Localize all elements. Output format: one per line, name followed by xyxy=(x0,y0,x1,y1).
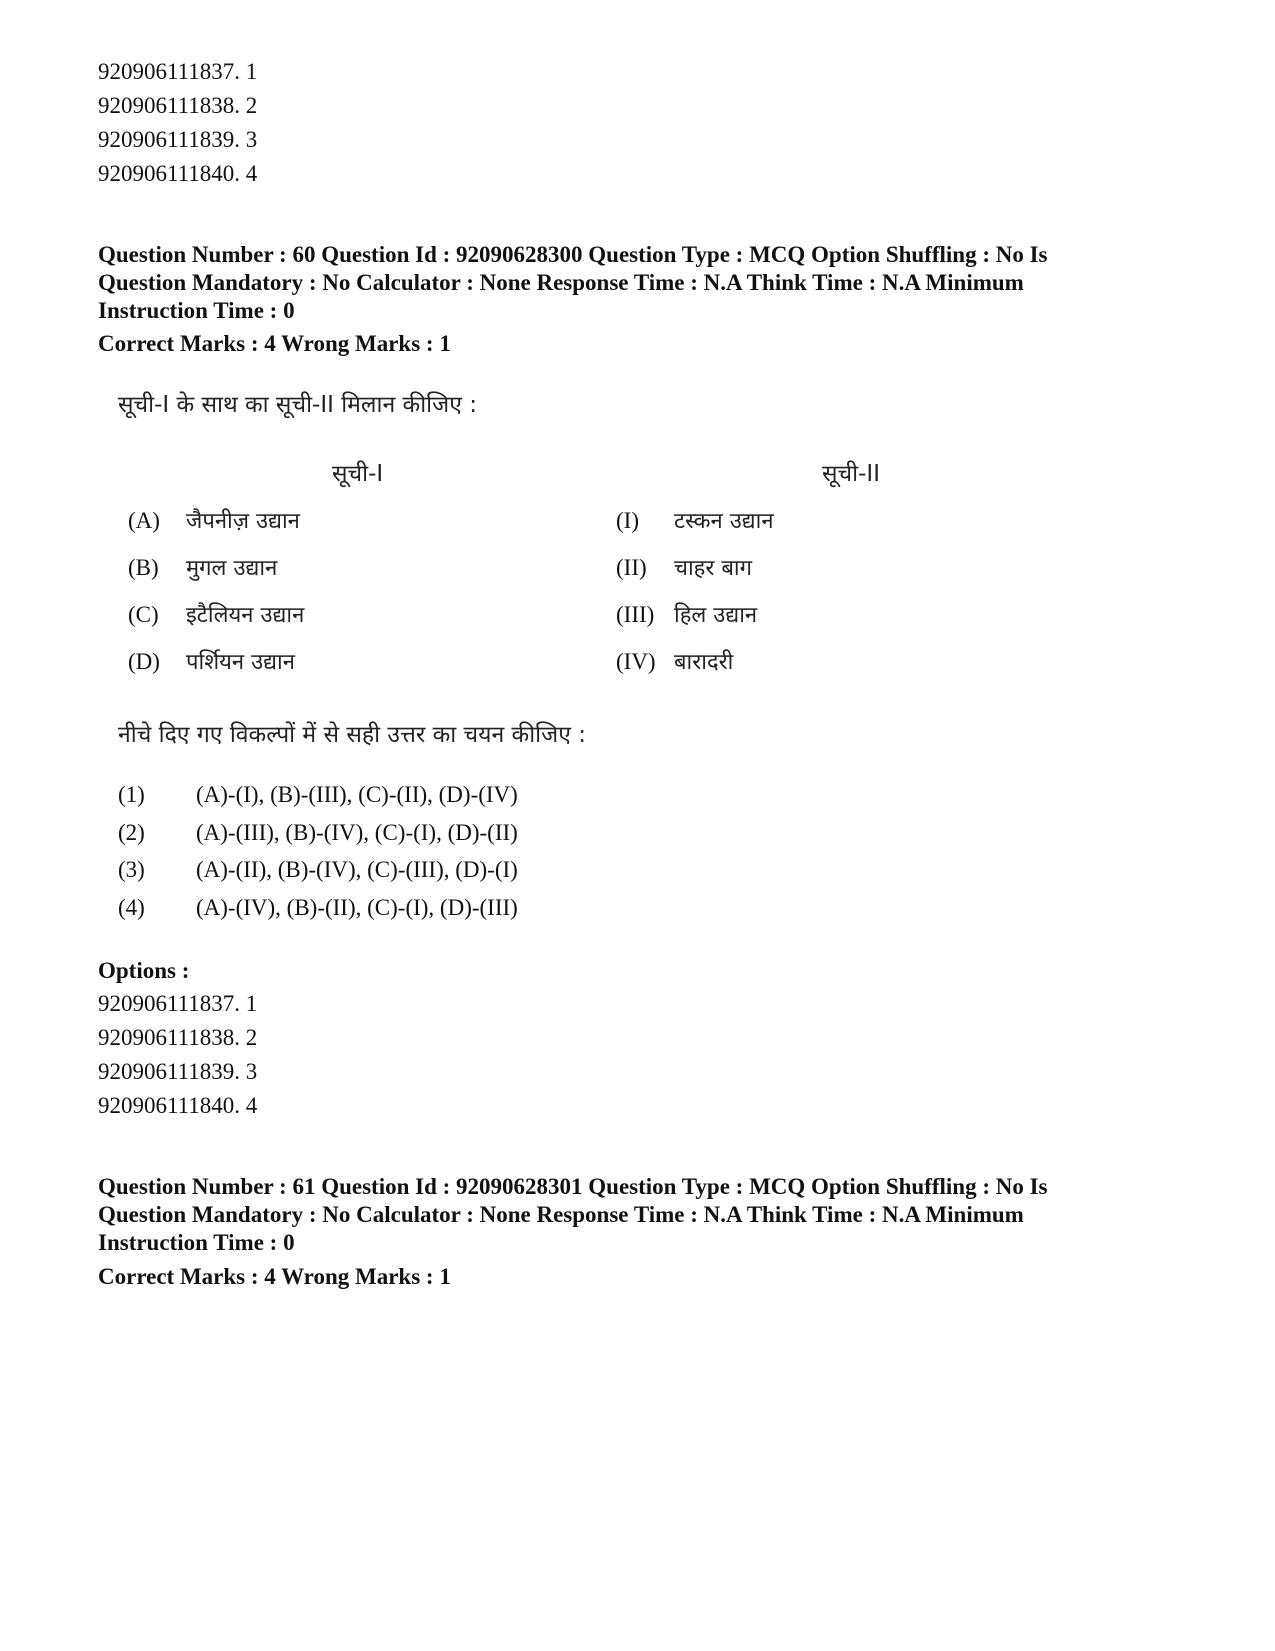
list1-text: इटैलियन उद्यान xyxy=(186,603,305,628)
list1-label: (D) xyxy=(128,649,160,674)
answer-choice xyxy=(118,857,518,883)
list2-text: टस्कन उद्यान xyxy=(674,509,774,534)
q60-meta-line3: Instruction Time : 0 xyxy=(98,298,295,323)
answer-choice xyxy=(118,820,518,846)
list1-label: (B) xyxy=(128,555,159,580)
answer-number: (1) xyxy=(118,782,145,807)
top-option-1: 920906111837. 1 xyxy=(98,59,258,84)
answer-number: (2) xyxy=(118,820,145,845)
list1-item xyxy=(128,552,277,582)
answer-text: (A)-(III), (B)-(IV), (C)-(I), (D)-(II) xyxy=(196,820,518,845)
answer-number: (3) xyxy=(118,857,145,882)
list2-text: चाहर बाग xyxy=(674,556,752,581)
list1-text: मुगल उद्यान xyxy=(186,556,278,581)
list2-label: (II) xyxy=(616,555,647,580)
list1-label: (C) xyxy=(128,602,159,627)
list2-item xyxy=(616,599,757,629)
q61-meta-line2: Question Mandatory : No Calculator : None Response Time : N.A Think Time : N.A Minimum xyxy=(98,1202,1024,1227)
answer-text: (A)-(II), (B)-(IV), (C)-(III), (D)-(I) xyxy=(196,857,518,882)
top-option-4: 920906111840. 4 xyxy=(98,161,258,186)
options-label: Options : xyxy=(98,958,190,983)
q61-meta-line1: Question Number : 61 Question Id : 92090628301 Question Type : MCQ Option Shuffling : No Is xyxy=(98,1174,1048,1199)
list1-heading: सूची-I xyxy=(332,461,384,487)
option-line: 920906111838. 2 xyxy=(98,1025,258,1050)
q60-marks: Correct Marks : 4 Wrong Marks : 1 xyxy=(98,331,451,356)
list1-item xyxy=(128,599,304,629)
answer-text: (A)-(IV), (B)-(II), (C)-(I), (D)-(III) xyxy=(196,895,518,920)
list2-item xyxy=(616,552,752,582)
list2-label: (I) xyxy=(616,508,639,533)
list2-item xyxy=(616,505,774,535)
list1-item xyxy=(128,646,295,676)
q61-meta-line3: Instruction Time : 0 xyxy=(98,1230,295,1255)
list2-label: (IV) xyxy=(616,649,656,674)
list1-text: जैपनीज़ उद्यान xyxy=(186,509,300,534)
option-line: 920906111840. 4 xyxy=(98,1093,258,1118)
q60-choose-instruction: नीचे दिए गए विकल्पों में से सही उत्तर का चयन कीजिए : xyxy=(118,722,586,748)
list1-item xyxy=(128,505,300,535)
list1-text: पर्शियन उद्यान xyxy=(186,650,295,675)
q60-meta-line1: Question Number : 60 Question Id : 92090628300 Question Type : MCQ Option Shuffling : No Is xyxy=(98,242,1048,267)
list1-label: (A) xyxy=(128,508,160,533)
top-option-2: 920906111838. 2 xyxy=(98,93,258,118)
list2-heading: सूची-II xyxy=(822,461,880,487)
option-line: 920906111839. 3 xyxy=(98,1059,258,1084)
q60-meta-line2: Question Mandatory : No Calculator : None Response Time : N.A Think Time : N.A Minimum xyxy=(98,270,1024,295)
list2-label: (III) xyxy=(616,602,655,627)
answer-choice xyxy=(118,782,518,808)
list2-text: हिल उद्यान xyxy=(674,603,758,628)
q60-instruction: सूची-I के साथ का सूची-II मिलान कीजिए : xyxy=(118,392,477,418)
option-line: 920906111837. 1 xyxy=(98,991,258,1016)
top-option-3: 920906111839. 3 xyxy=(98,127,258,152)
answer-choice xyxy=(118,895,518,921)
q61-marks: Correct Marks : 4 Wrong Marks : 1 xyxy=(98,1264,451,1289)
list2-item xyxy=(616,646,733,676)
answer-text: (A)-(I), (B)-(III), (C)-(II), (D)-(IV) xyxy=(196,782,518,807)
answer-number: (4) xyxy=(118,895,145,920)
list2-text: बारादरी xyxy=(674,650,734,675)
